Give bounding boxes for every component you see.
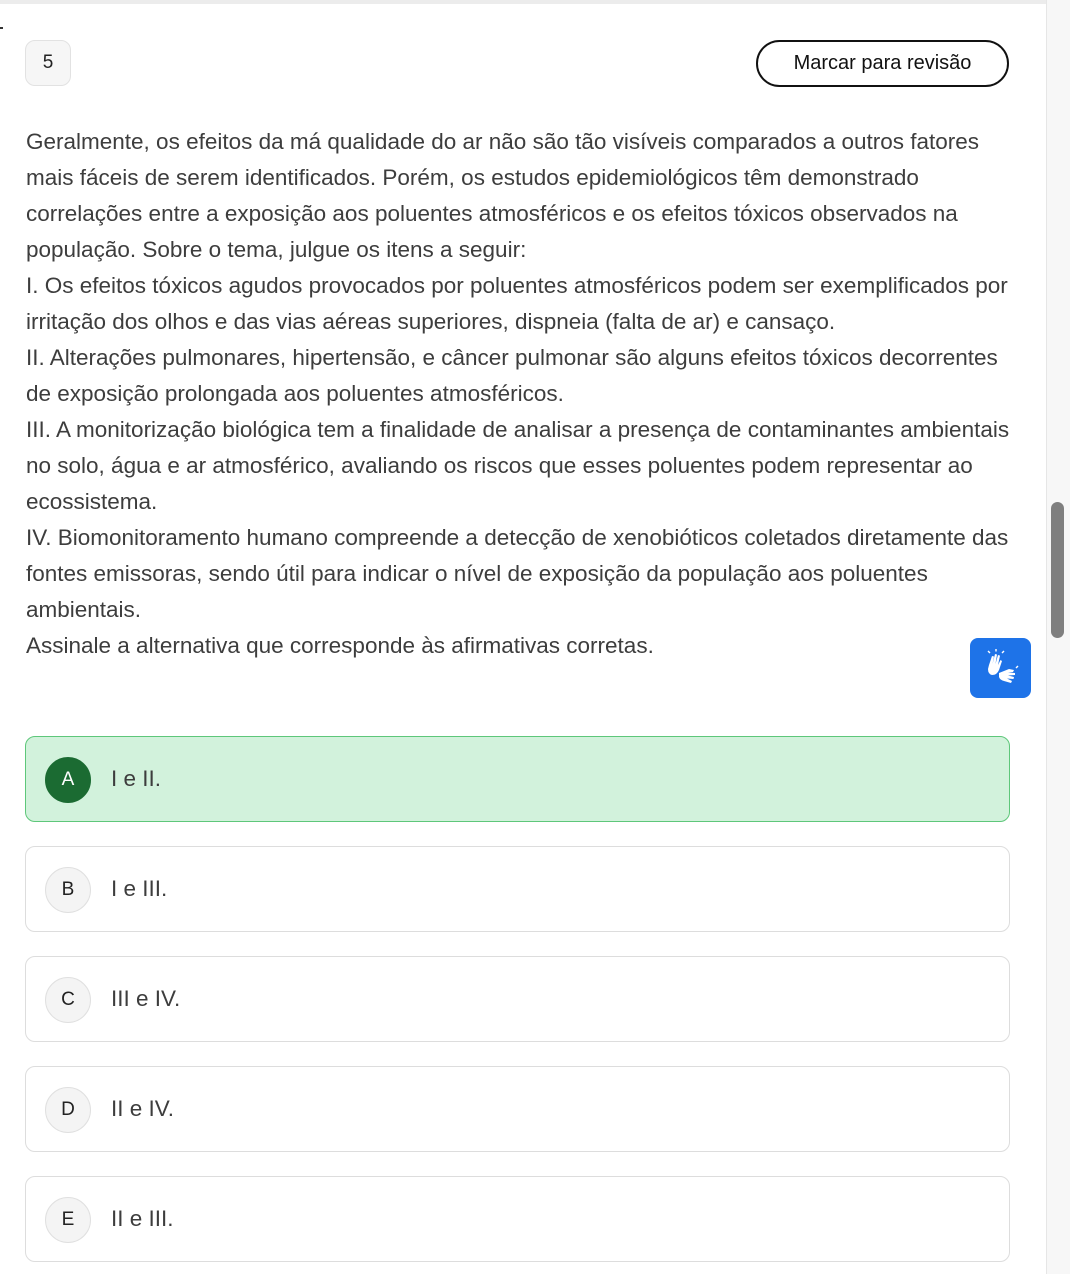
mark-for-review-button[interactable]: Marcar para revisão (756, 40, 1009, 87)
statement-item-3: III. A monitorização biológica tem a finalidade de analisar a presença de contaminantes ambientais no solo, água e ar atmosférico, avaliando os riscos que esses poluentes podem representar ao ecossistema. (26, 417, 1010, 514)
question-intro: Geralmente, os efeitos da má qualidade do ar não são tão visíveis comparados a outros fatores mais fáceis de serem identificados. Porém, os estudos epidemiológicos têm demonstrado correlações entre a exposição aos poluentes atmosféricos e os efeitos tóxicos observados na população. Sobre o tema, julgue os itens a seguir: (26, 129, 980, 262)
option-text: II e III. (111, 1206, 174, 1231)
option-c[interactable] (25, 956, 1010, 1042)
option-text: I e III. (111, 876, 168, 901)
option-a[interactable] (25, 736, 1010, 822)
option-letter: D (45, 1087, 91, 1133)
option-text: I e II. (111, 766, 162, 791)
top-divider (0, 0, 1046, 4)
sign-language-hands-icon (981, 648, 1021, 688)
option-d[interactable] (25, 1066, 1010, 1152)
option-e[interactable] (25, 1176, 1010, 1262)
option-letter: B (45, 867, 91, 913)
question-prompt: Assinale a alternativa que corresponde às afirmativas corretas. (26, 633, 654, 658)
corner-mark (0, 27, 3, 29)
option-text: II e IV. (111, 1096, 174, 1121)
option-letter: A (45, 757, 91, 803)
option-b[interactable] (25, 846, 1010, 932)
libras-accessibility-button[interactable] (970, 638, 1031, 698)
option-letter: E (45, 1197, 91, 1243)
statement-item-2: II. Alterações pulmonares, hipertensão, e câncer pulmonar são alguns efeitos tóxicos decorrentes de exposição prolongada aos poluentes atmosféricos. (26, 345, 998, 406)
option-letter: C (45, 977, 91, 1023)
statement-item-1: I. Os efeitos tóxicos agudos provocados por poluentes atmosféricos podem ser exemplificados por irritação dos olhos e das vias aéreas superiores, dispneia (falta de ar) e cansaço. (26, 273, 1008, 334)
question-number-badge: 5 (25, 40, 71, 86)
statement-item-4: IV. Biomonitoramento humano compreende a detecção de xenobióticos coletados diretamente das fontes emissoras, sendo útil para indicar o nível de exposição da população aos poluentes ambientais. (26, 525, 1009, 622)
scrollbar-thumb[interactable] (1051, 502, 1064, 638)
option-text: III e IV. (111, 986, 181, 1011)
question-statement (26, 124, 1011, 664)
